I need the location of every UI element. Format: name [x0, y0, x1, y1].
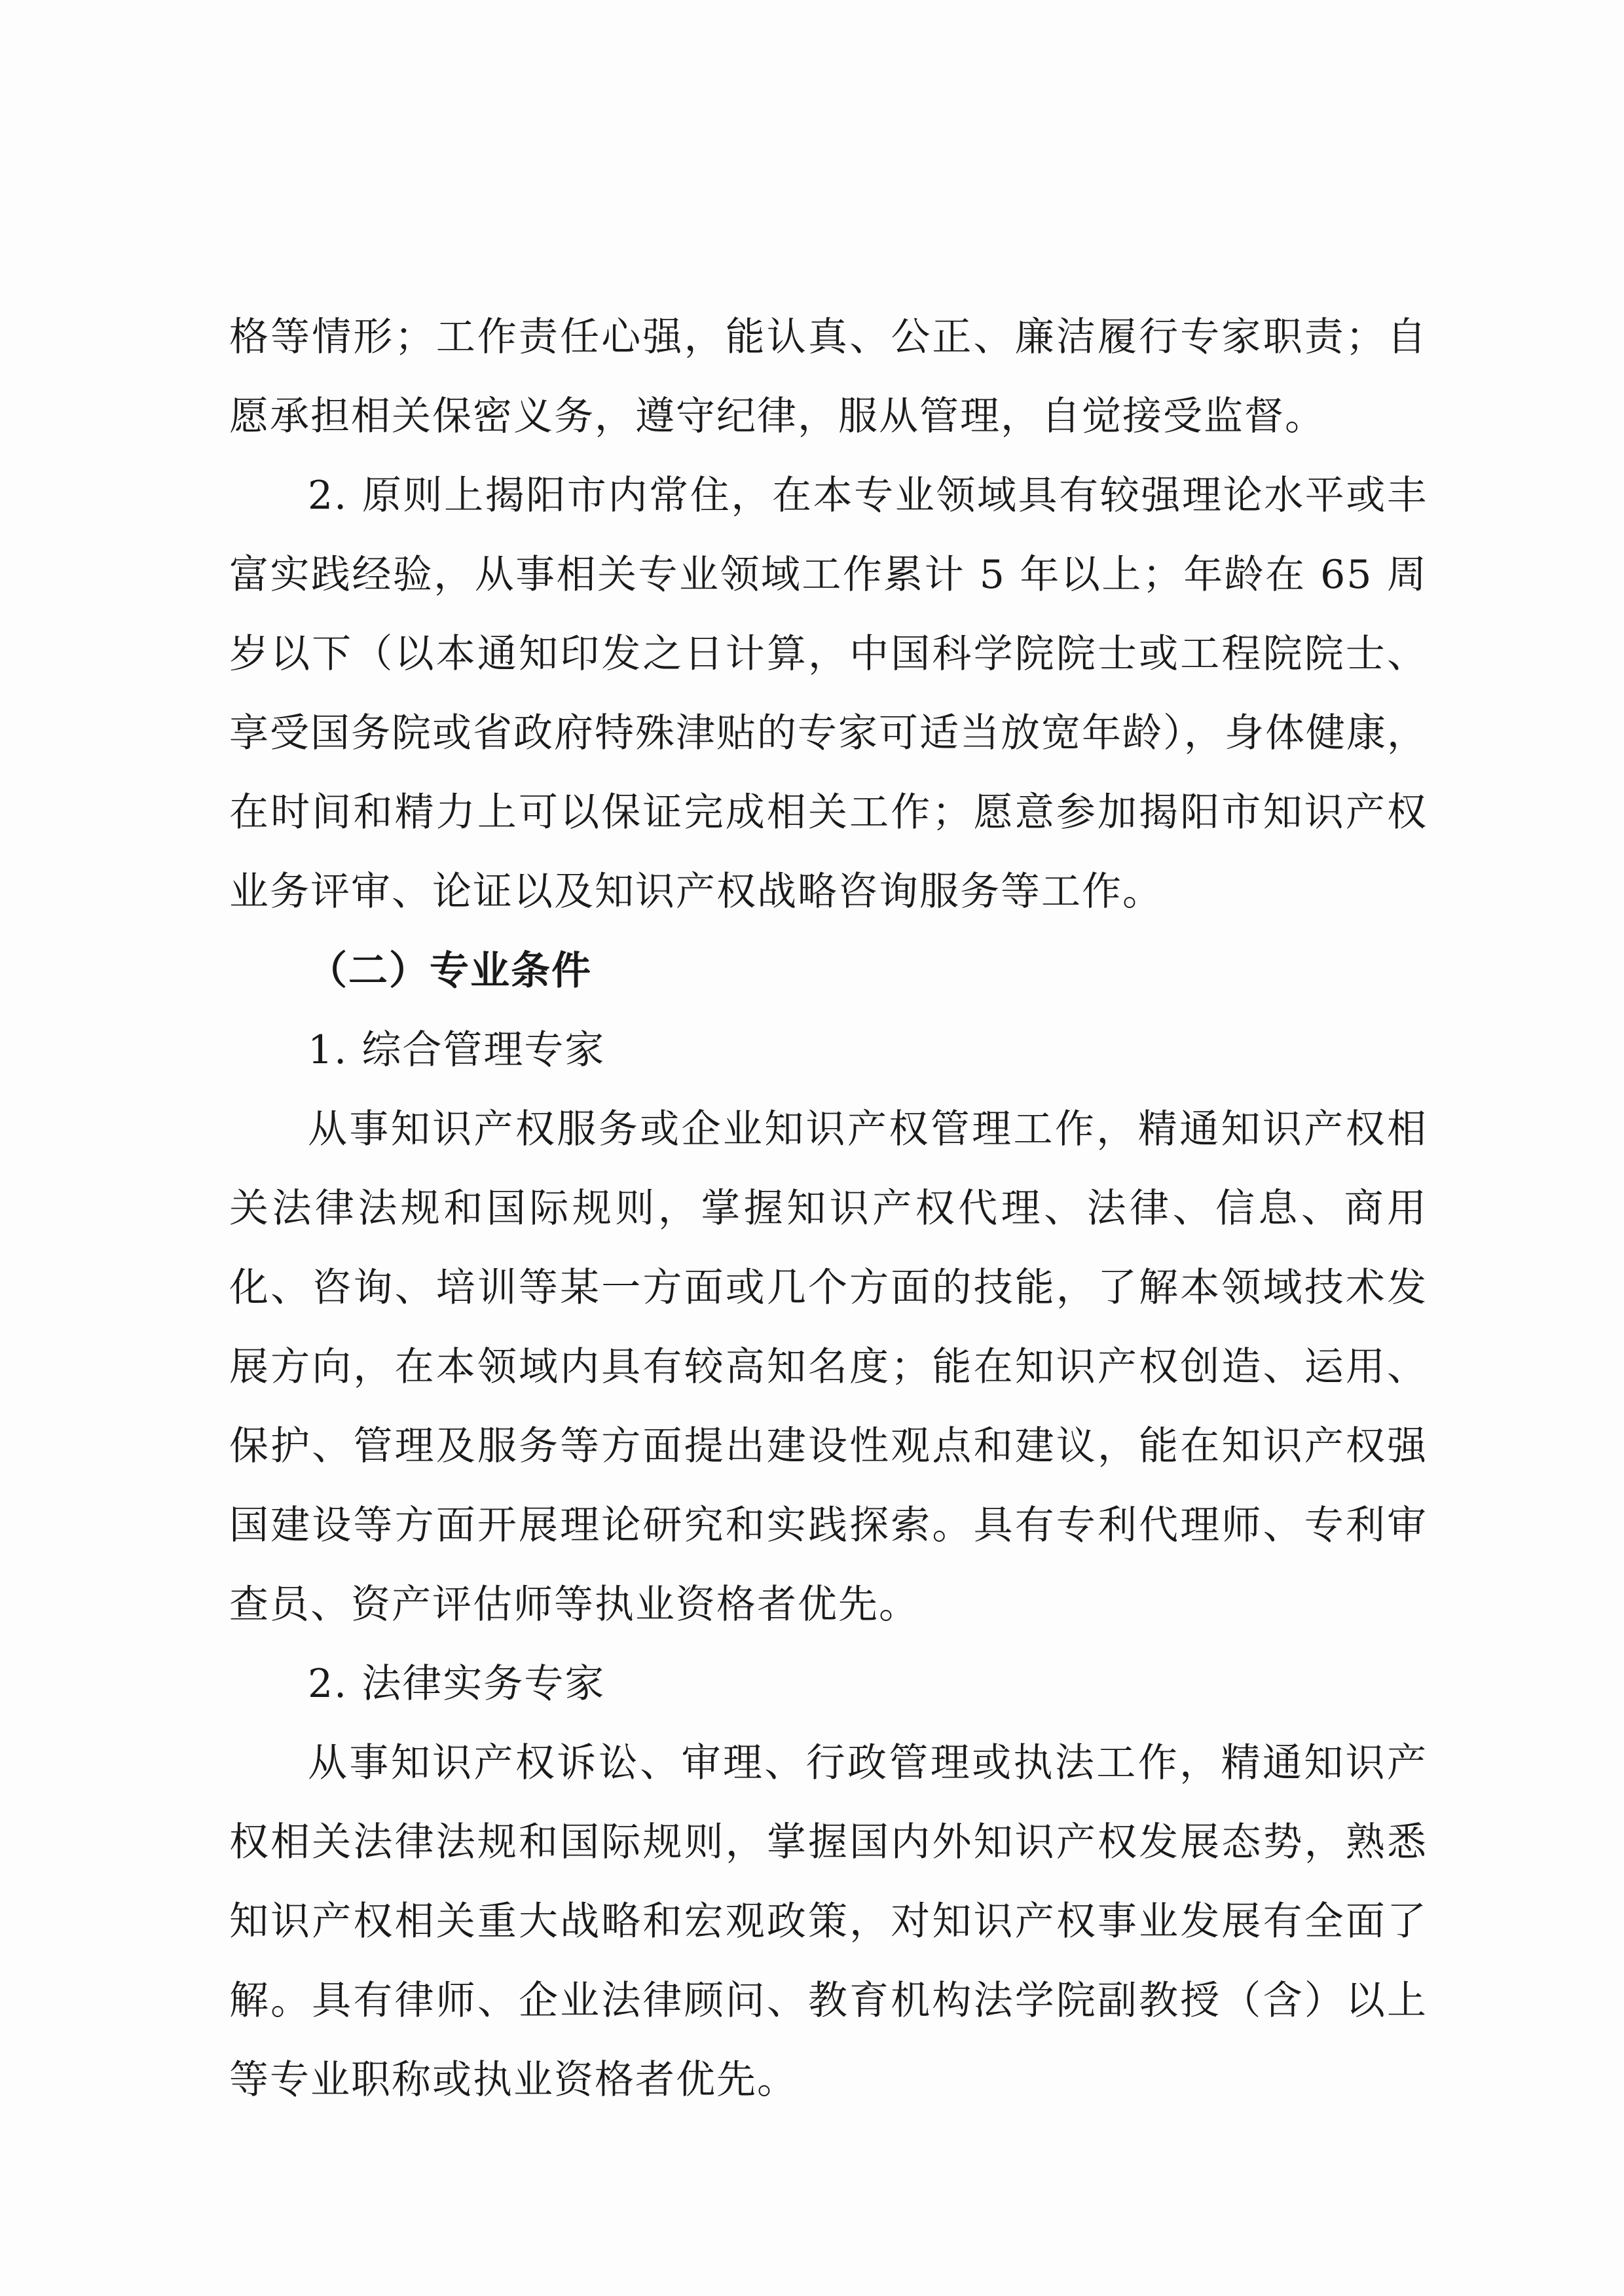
section-heading-professional-conditions: （二）专业条件 — [308, 948, 592, 994]
paragraph-residency-requirements: 2. 原则上揭阳市内常住，在本专业领域具有较强理论水平或丰富实践经验，从事相关专业领域工作累计 5 年以上；年龄在 65 周岁以下（以本通知印发之日计算，中国科学院院士或工程院院士、享受国务院或省政府特殊津贴的专家可适当放宽年龄），身体健康，在时间和精力上可以保证完成相关工作；愿意参加揭阳市知识产权业务评审、论证以及知识产权战略咨询服务等工作。 — [229, 473, 1428, 915]
paragraph-management-expert: 从事知识产权服务或企业知识产权管理工作，精通知识产权相关法律法规和国际规则，掌握知识产权代理、法律、信息、商用化、咨询、培训等某一方面或几个方面的技能，了解本领域技术发展方向，在本领域内具有较高知名度；能在知识产权创造、运用、保护、管理及服务等方面提出建设性观点和建议，能在知识产权强国建设等方面开展理论研究和实践探索。具有专利代理师、专利审查员、资产评估师等执业资格者优先。 — [229, 1106, 1428, 1628]
subsection-title-management-expert: 1. 综合管理专家 — [308, 1027, 606, 1073]
document-body — [229, 298, 1428, 2120]
subsection-title-legal-expert: 2. 法律实务专家 — [308, 1661, 606, 1707]
paragraph-continuation: 格等情形；工作责任心强，能认真、公正、廉洁履行专家职责；自愿承担相关保密义务，遵守纪律，服从管理，自觉接受监督。 — [229, 314, 1428, 439]
paragraph-legal-expert: 从事知识产权诉讼、审理、行政管理或执法工作，精通知识产权相关法律法规和国际规则，掌握国内外知识产权发展态势，熟悉知识产权相关重大战略和宏观政策，对知识产权事业发展有全面了解。具有律师、企业法律顾问、教育机构法学院副教授（含）以上等专业职称或执业资格者优先。 — [229, 1740, 1428, 2103]
